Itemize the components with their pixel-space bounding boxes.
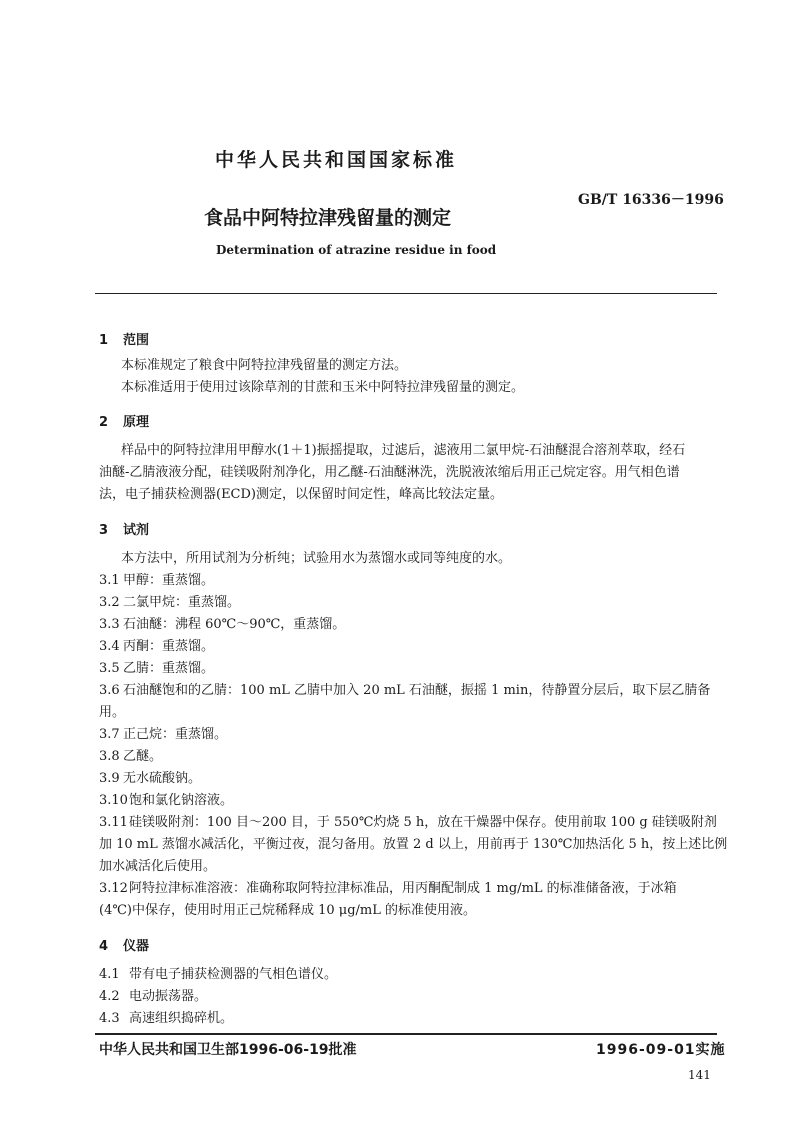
header-divider [95, 293, 717, 294]
section-number: 4 [99, 939, 109, 954]
page-number: 141 [688, 1068, 711, 1082]
section-1-heading [99, 329, 149, 348]
item-number: 3.9 [99, 771, 120, 786]
approval-line: 中华人民共和国卫生部1996-06-19批准 [99, 1042, 357, 1058]
item-number: 3.6 [99, 683, 120, 698]
list-item [99, 989, 207, 1005]
item-text: 乙腈：重蒸馏。 [123, 661, 215, 676]
item-number: 4.3 [99, 1011, 120, 1026]
item-text: 乙醚。 [123, 749, 163, 764]
section-3-heading [99, 519, 149, 538]
item-number: 3.12 [99, 881, 128, 896]
item-number: 3.5 [99, 661, 120, 676]
item-text: 电动振荡器。 [129, 989, 208, 1004]
paragraph-line: 样品中的阿特拉津用甲醇水(1＋1)振摇提取，过滤后，滤液用二氯甲烷-石油醚混合溶剂萃取，经石 [121, 443, 686, 458]
list-item-continuation: 加 10 mL 蒸馏水减活化，平衡过夜，混匀备用。放置 2 d 以上，用前再于 130℃加热活化 5 h，按上述比例 [99, 837, 728, 852]
list-item [99, 617, 345, 633]
list-item [99, 771, 201, 787]
list-item [99, 967, 337, 983]
list-item-continuation: 加水减活化后使用。 [99, 859, 217, 874]
item-text: 带有电子捕获检测器的气相色谱仪。 [129, 967, 338, 982]
paragraph: 本方法中，所用试剂为分析纯；试验用水为蒸馏水或同等纯度的水。 [121, 551, 512, 566]
item-number: 3.8 [99, 749, 120, 764]
item-text: 饱和氯化钠溶液。 [129, 793, 234, 808]
section-number: 2 [99, 415, 109, 430]
list-item [99, 573, 214, 589]
document-title-en: Determination of atrazine residue in food [216, 243, 497, 257]
item-text: 甲醇：重蒸馏。 [123, 573, 215, 588]
item-text: 高速组织捣碎机。 [129, 1011, 234, 1026]
section-4-heading [99, 935, 149, 954]
list-item-continuation: 用。 [99, 705, 126, 720]
section-title: 仪器 [123, 939, 150, 954]
item-text: 石油醚：沸程 60℃～90℃，重蒸馏。 [123, 617, 346, 632]
list-item [99, 815, 717, 831]
item-text: 阿特拉津标准溶液：准确称取阿特拉津标准品，用丙酮配制成 1 mg/mL 的标准储备液，于冰箱 [129, 881, 677, 896]
list-item [99, 661, 214, 677]
section-2-heading [99, 411, 149, 430]
item-text: 硅镁吸附剂：100 目～200 目，于 550℃灼烧 5 h，放在干燥器中保存。使用前取 100 g 硅镁吸附剂 [129, 815, 717, 830]
item-number: 3.10 [99, 793, 128, 808]
standard-number: GB/T 16336－1996 [578, 192, 724, 208]
item-number: 3.3 [99, 617, 120, 632]
section-number: 1 [99, 333, 109, 348]
paragraph-line: 油醚-乙腈液液分配，硅镁吸附剂净化，用乙醚-石油醚淋洗，洗脱液浓缩后用正己烷定容。用气相色谱 [99, 465, 680, 480]
list-item [99, 727, 227, 743]
section-title: 原理 [123, 415, 150, 430]
list-item [99, 1011, 233, 1027]
list-item [99, 683, 710, 699]
item-number: 4.1 [99, 967, 120, 982]
item-text: 正己烷：重蒸馏。 [123, 727, 228, 742]
paragraph: 本标准适用于使用过该除草剂的甘蔗和玉米中阿特拉津残留量的测定。 [121, 380, 525, 395]
list-item-continuation: (4℃)中保存，使用时用正己烷稀释成 10 μg/mL 的标准使用液。 [99, 903, 477, 918]
issuing-org-title: 中华人民共和国国家标准 [215, 149, 458, 171]
item-number: 3.7 [99, 727, 120, 742]
item-number: 3.11 [99, 815, 128, 830]
item-number: 4.2 [99, 989, 120, 1004]
item-number: 3.4 [99, 639, 120, 654]
section-title: 试剂 [123, 523, 150, 538]
item-number: 3.1 [99, 573, 120, 588]
item-text: 石油醚饱和的乙腈：100 mL 乙腈中加入 20 mL 石油醚，振摇 1 min，待静置分层后，取下层乙腈备 [123, 683, 711, 698]
list-item [99, 749, 162, 765]
section-title: 范围 [123, 333, 150, 348]
item-text: 二氯甲烷：重蒸馏。 [123, 595, 241, 610]
paragraph: 本标准规定了粮食中阿特拉津残留量的测定方法。 [121, 358, 408, 373]
document-title: 食品中阿特拉津残留量的测定 [204, 207, 452, 229]
list-item [99, 595, 240, 611]
list-item [99, 793, 233, 809]
item-text: 丙酮：重蒸馏。 [123, 639, 215, 654]
list-item [99, 881, 677, 897]
effective-date: 1996-09-01实施 [596, 1042, 726, 1058]
section-number: 3 [99, 523, 109, 538]
item-text: 无水硫酸钠。 [123, 771, 202, 786]
paragraph-line: 法，电子捕获检测器(ECD)测定，以保留时间定性，峰高比较法定量。 [99, 487, 504, 502]
footer-divider [95, 1033, 717, 1035]
item-number: 3.2 [99, 595, 120, 610]
list-item [99, 639, 214, 655]
